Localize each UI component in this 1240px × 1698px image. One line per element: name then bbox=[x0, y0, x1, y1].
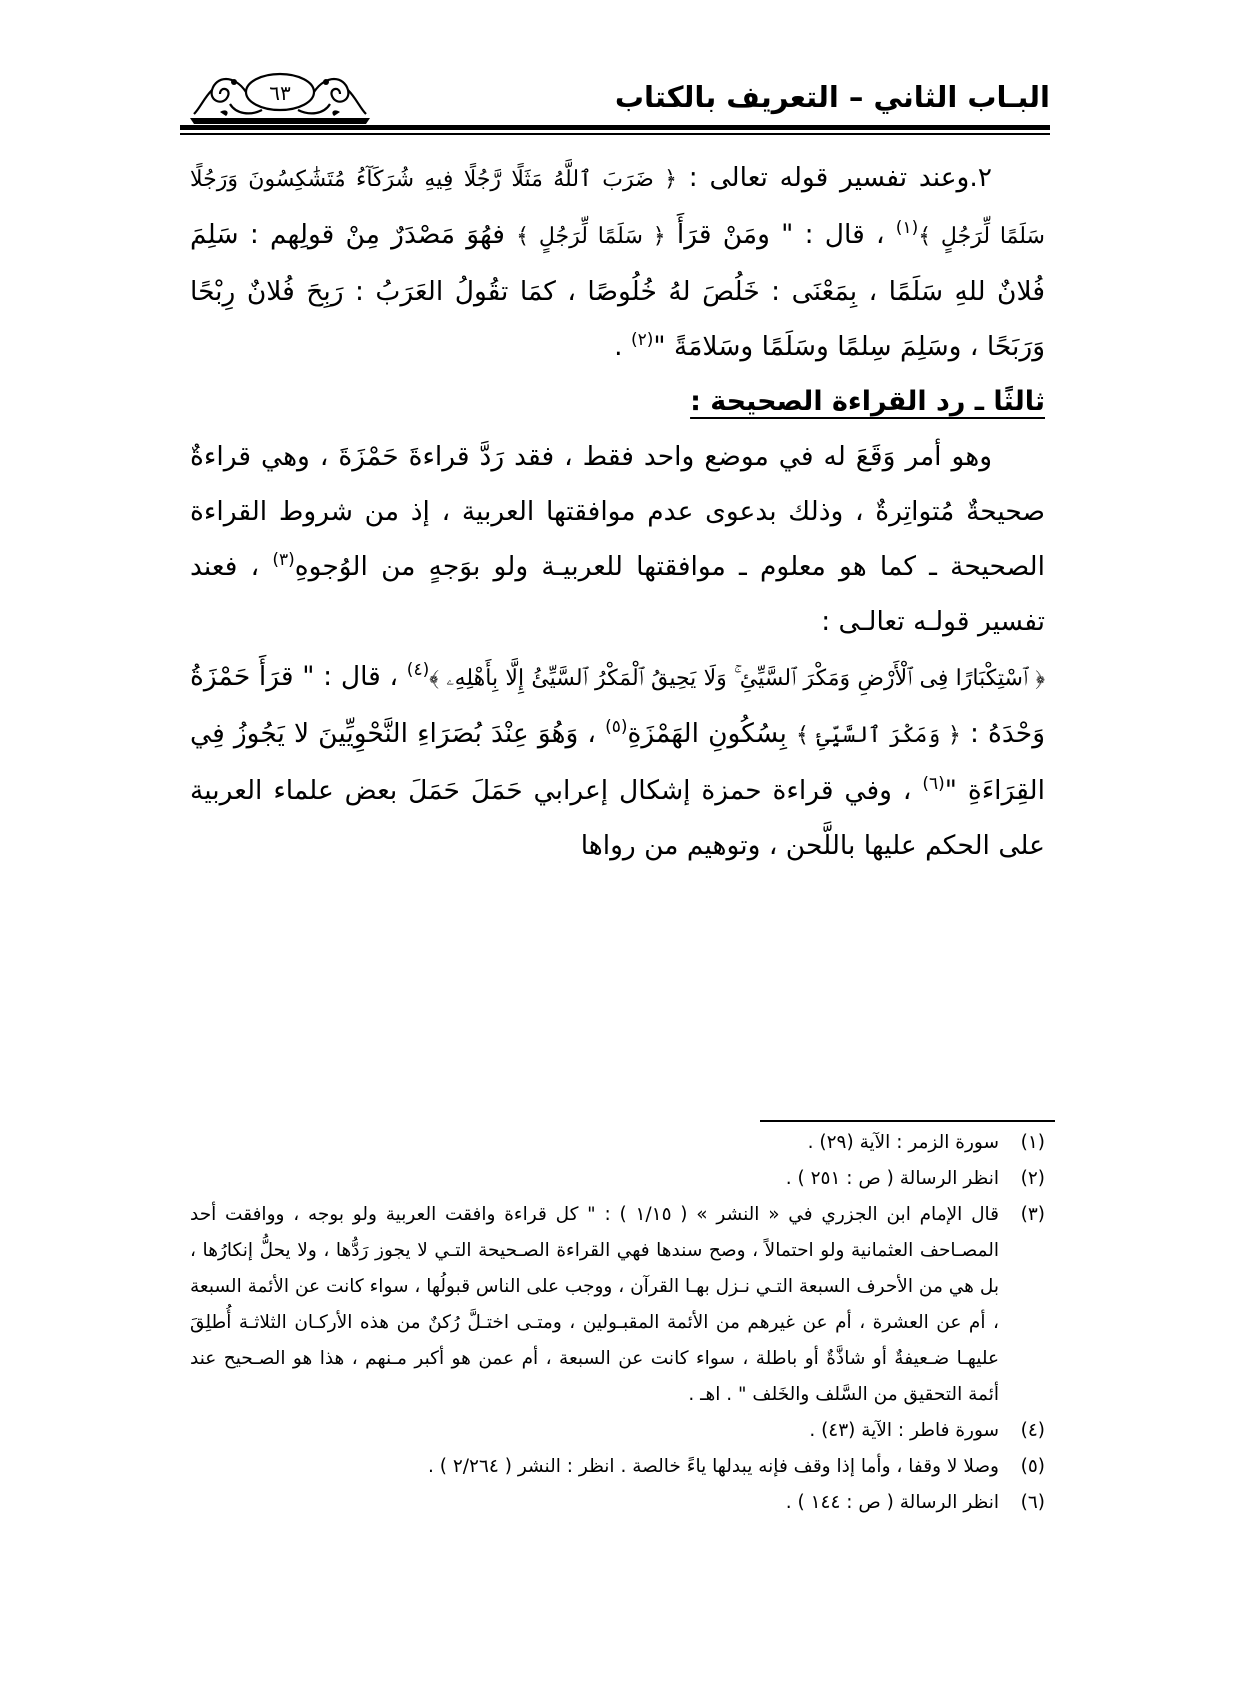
footnote-number: (٥) bbox=[1020, 1456, 1045, 1477]
footnote-number: (٤) bbox=[1020, 1420, 1045, 1441]
footnote-ref-6: (٦) bbox=[922, 774, 945, 795]
page-number: ٦٣ bbox=[269, 81, 291, 105]
footnote bbox=[190, 1485, 1045, 1521]
quran-verse: ﴿ ٱسْتِكْبَارًا فِى ٱلْأَرْضِ وَمَكْرَ ٱلسَّيِّئِ ۚ وَلَا يَحِيقُ ٱلْمَكْرُ ٱلسَّيِّئُ إِلَّا بِأَهْلِهِۦ ﴾ bbox=[429, 666, 1045, 691]
paragraph-3-mid3: ، وَهُوَ عِنْدَ بُصَرَاءِ النَّحْوِيِّينَ لا يَجُوزُ فِي القِرَاءَةِ " bbox=[190, 718, 1045, 806]
footnote bbox=[190, 1125, 1045, 1161]
paragraph-3-mid: ، قال : " قرَأَ حَمْزَةُ وَحْدَهُ : bbox=[190, 661, 1045, 749]
paragraph-1-rest: فهُوَ مَصْدَرٌ مِنْ قولِهم : سَلِمَ فُلانٌ للهِ سَلَمًا ، بِمَعْنَى : خَلُصَ لهُ خُلُوصًا ، كمَا تقُولُ العَرَبُ : رَبِحَ فُلانٌ رِبْحًا وَرَبَحًا ، وسَلِمَ سِلمًا وسَلَمًا وسَلامَةً " bbox=[190, 219, 1045, 362]
footnote bbox=[190, 1161, 1045, 1197]
footnote-text: انظر الرسالة ( ص : ٢٥١ ) . bbox=[785, 1168, 999, 1189]
footnote-text: انظر الرسالة ( ص : ١٤٤ ) . bbox=[785, 1492, 999, 1513]
footnote-ref-4: (٤) bbox=[406, 660, 430, 681]
footnote-ref-1: (١) bbox=[895, 218, 919, 239]
quran-verse-fragment: ﴿ سَلَمًا لِّرَجُلٍ ﴾ bbox=[516, 224, 666, 249]
footnote-text: قال الإمام ابن الجزري في « النشر » ( ١/١٥ ) : " كل قراءة وافقت العربية ولو بوجه ، ووافقت أحد المصـاحف العثمانية ولو احتمالاً ، وصح سندها فهي القراءة الصـحيحة التـي لا يجوز رَدُّها ، ولا يحلُّ إنكارُها ، بل هي من الأحرف السبعة التـي نـزل بهـا القرآن ، ووجب على الناس قبولُها ، سواء كانت عن الأئمة السبعة ، أم عن العشرة ، أم عن غيرهم من الأئمة المقبـولين ، ومتـى اختـلَّ رُكنٌ من هذه الأركـان الثلاثـة أُطلِقَ عليهـا ضـعيفةٌ أو شاذَّةٌ أو باطلة ، سواء كانت عن السبعة ، أم عمن هو أكبر مـنهم ، هذا هو الصـحيح عند أئمة التحقيق من السَّلف والخَلف " . اهـ . bbox=[190, 1204, 999, 1405]
footnote-text: سورة الزمر : الآية (٢٩) . bbox=[807, 1132, 999, 1153]
main-text bbox=[190, 150, 1045, 873]
quran-verse-fragment: ﴿ وَمَكْرَ ٱلسَّيِّئِ ﴾ bbox=[796, 723, 961, 748]
paragraph-1-mid: ، قال : " ومَنْ قرَأَ bbox=[665, 219, 896, 250]
footnote bbox=[190, 1197, 1045, 1413]
paragraph-3-mid2: بِسُكُونِ الهَمْزَةِ bbox=[627, 718, 796, 749]
footnote bbox=[190, 1449, 1045, 1485]
section-heading-line bbox=[190, 374, 1045, 429]
footnote-separator bbox=[760, 1120, 1055, 1122]
quran-verse: ﴿ ضَرَبَ ٱللَّهُ مَثَلًا رَّجُلًا فِيهِ شُرَكَآءُ مُتَشَٰكِسُونَ وَرَجُلًا سَلَمًا لِّرَجُلٍ ﴾ bbox=[190, 167, 1045, 249]
paragraph-1-end: . bbox=[614, 331, 631, 362]
paragraph-2 bbox=[190, 429, 1045, 649]
footnote-number: (١) bbox=[1020, 1132, 1045, 1153]
footnote-ref-3: (٣) bbox=[272, 550, 295, 571]
footnote-number: (٣) bbox=[1020, 1204, 1045, 1225]
header-rule-thin bbox=[180, 133, 1050, 135]
footnote-number: (٦) bbox=[1020, 1492, 1045, 1513]
footnote bbox=[190, 1413, 1045, 1449]
paragraph-3 bbox=[190, 649, 1045, 873]
footnote-text: وصلا لا وقفا ، وأما إذا وقف فإنه يبدلها ياءً خالصة . انظر : النشر ( ٢/٢٦٤ ) . bbox=[428, 1456, 999, 1477]
footnote-number: (٢) bbox=[1020, 1168, 1045, 1189]
footnote-text: سورة فاطر : الآية (٤٣) . bbox=[809, 1420, 999, 1441]
footnotes bbox=[190, 1125, 1045, 1521]
footnote-ref-2: (٢) bbox=[630, 330, 654, 351]
header-rule-thick bbox=[180, 125, 1050, 130]
section-heading: ثالثًا ـ رد القراءة الصحيحة : bbox=[690, 386, 1045, 417]
paragraph-1-lead: ٢.وعند تفسير قوله تعالى : bbox=[677, 162, 992, 193]
paragraph-2-text: وهو أمر وَقَعَ له في موضع واحد فقط ، فقد رَدَّ قراءةَ حَمْزَةَ ، وهي قراءةٌ صحيحةٌ مُتواتِرةٌ ، وذلك بدعوى عدم موافقتها العربية ، إذ من شروط القراءة الصحيحة ـ كما هو معلوم ـ موافقتها للعربيـة ولو بوَجهٍ من الوُجوهِ bbox=[190, 441, 1045, 582]
paragraph-1 bbox=[190, 150, 1045, 374]
paragraph-2-end: ، فعند تفسير قولـه تعالـى : bbox=[190, 551, 1045, 637]
chapter-title: البـاب الثاني – التعريف بالكتاب bbox=[614, 80, 1050, 114]
footnote-ref-5: (٥) bbox=[605, 717, 628, 738]
paragraph-3-rest: ، وفي قراءة حمزة إشكال إعرابي حَمَلَ حَمَلَ بعض علماء العربية على الحكم عليها باللَّحن ، وتوهيم من رواها bbox=[190, 775, 1045, 861]
